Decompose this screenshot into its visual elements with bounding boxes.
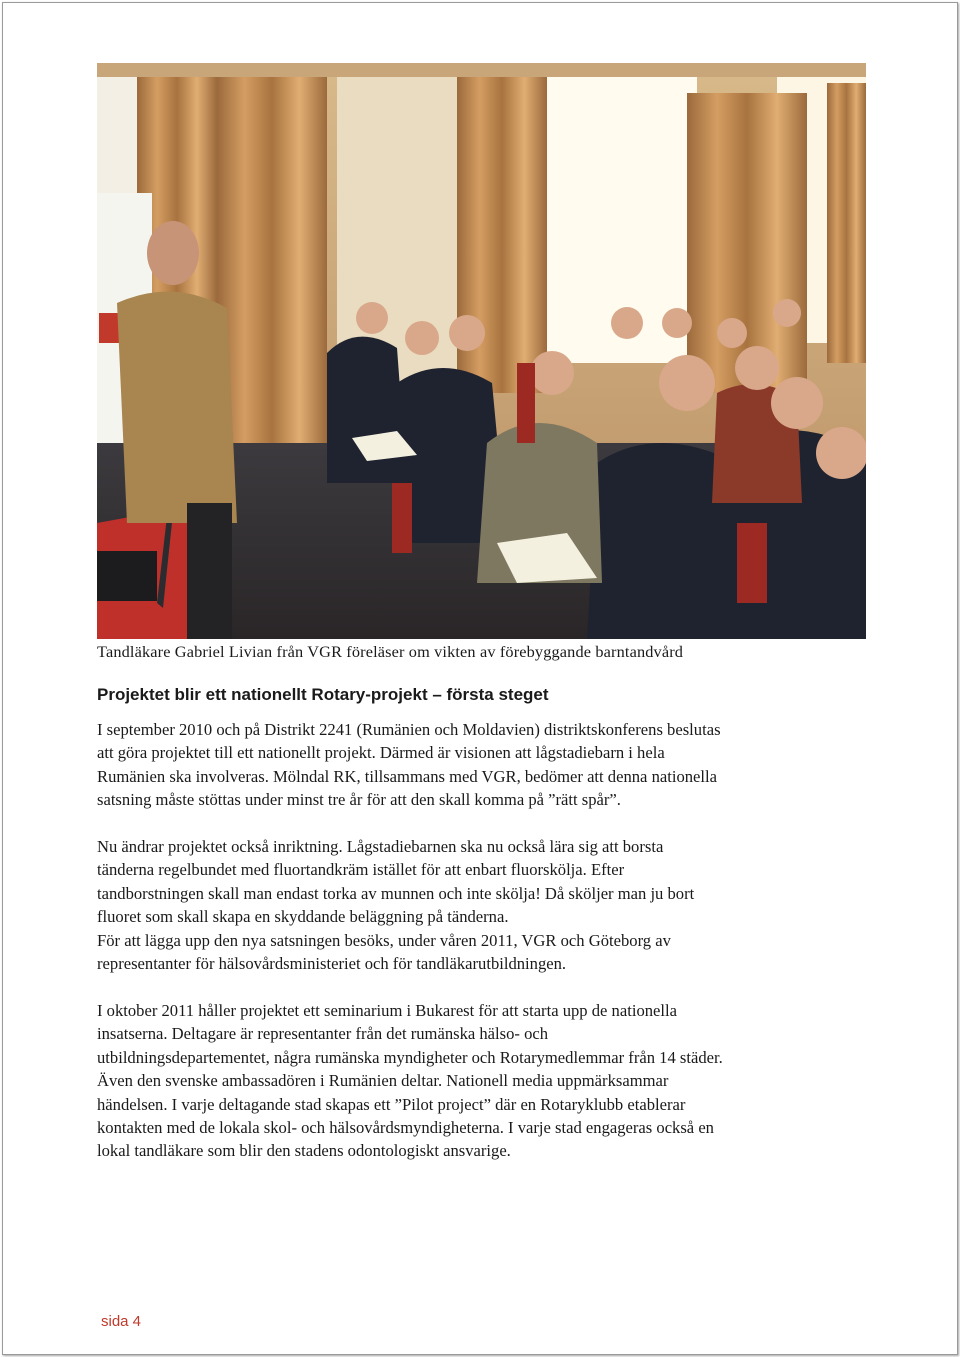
paragraph-2 [97, 835, 877, 975]
document-page [2, 2, 958, 1355]
text-line: tandborstningen skall man endast torka av munnen och inte skölja! Då sköljer man ju bort [97, 883, 695, 903]
text-line: Nu ändrar projektet också inriktning. Lågstadiebarnen ska nu också lära sig att borsta [97, 837, 664, 856]
seminar-photo [97, 63, 866, 639]
paragraph-3 [97, 999, 877, 1163]
text-line: insatserna. Deltagare är representanter från det rumänska hälso- och [97, 1024, 549, 1044]
photo-caption: Tandläkare Gabriel Livian från VGR föreläser om vikten av förebyggande barntandvård [97, 642, 684, 661]
text-line: lokal tandläkare som blir den stadens odontologiskt ansvarige. [97, 1141, 511, 1161]
text-line: utbildningsdepartementet, några rumänska myndigheter och Rotarymedlemmar från 14 städer. [97, 1047, 723, 1067]
text-line: I oktober 2011 håller projektet ett seminarium i Bukarest för att starta upp de nationella [97, 1001, 677, 1020]
paragraph-1 [97, 718, 877, 812]
text-line: fluoret som skall skapa en skyddande beläggning på tänderna. [97, 907, 509, 927]
text-line: I september 2010 och på Distrikt 2241 (Rumänien och Moldavien) distriktskonferens beslutas [97, 720, 721, 739]
text-line: representanter för hälsovårdsministeriet och för tandläkarutbildningen. [97, 954, 567, 974]
text-line: satsning måste stöttas under minst tre år för att den skall komma på ”rätt spår”. [97, 790, 621, 810]
section-heading: Projektet blir ett nationellt Rotary-projekt – första steget [97, 685, 549, 704]
text-line: händelsen. I varje deltagande stad skapas ett ”Pilot project” där en Rotaryklubb etablerar [97, 1094, 686, 1114]
text-line: Rumänien ska involveras. Mölndal RK, tillsammans med VGR, bedömer att denna nationella [97, 766, 717, 786]
text-line: Även den svenske ambassadören i Rumänien deltar. Nationell media uppmärksammar [97, 1071, 669, 1091]
text-line: kontakten med de lokala skol- och hälsovårdsmyndigheterna. I varje stad engageras också en [97, 1118, 714, 1138]
page-number: sida 4 [101, 1313, 142, 1330]
text-line: tänderna regelbundet med fluortandkräm istället för att enbart fluorskölja. Efter [97, 860, 625, 880]
text-line: För att lägga upp den nya satsningen besöks, under våren 2011, VGR och Göteborg av [97, 930, 671, 950]
text-line: att göra projektet till ett nationellt projekt. Därmed är visionen att lågstadiebarn i hela [97, 743, 665, 763]
